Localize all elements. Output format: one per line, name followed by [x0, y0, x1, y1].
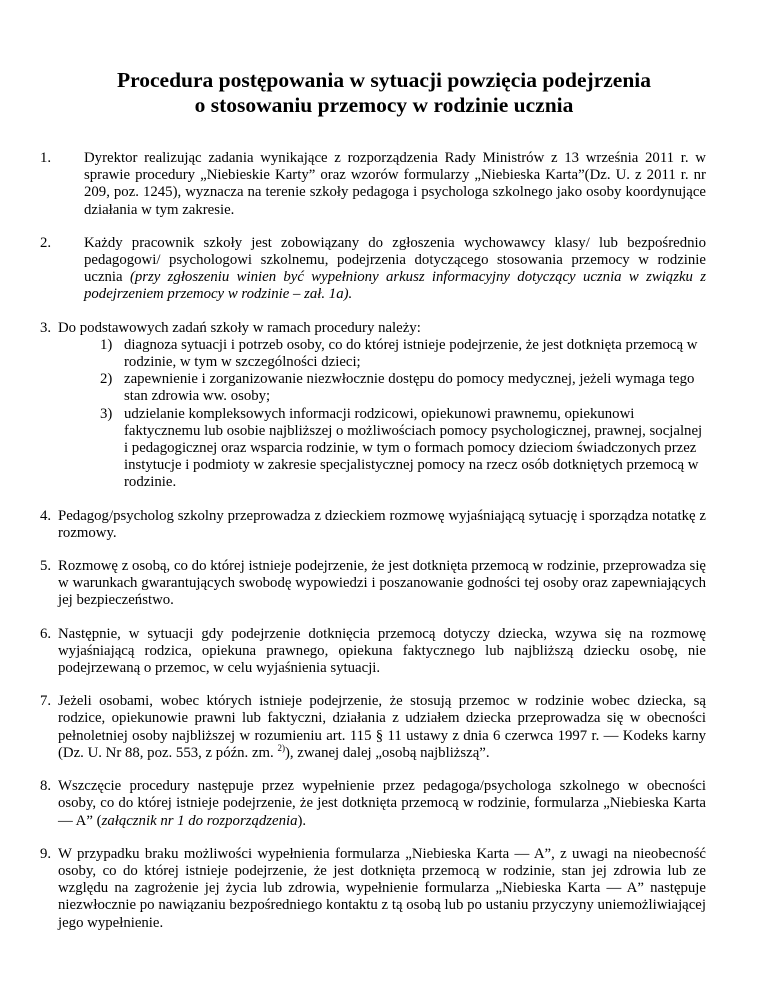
item-number: 6. — [40, 625, 52, 642]
sub-list-item — [100, 371, 706, 405]
list-item-8 — [40, 778, 706, 830]
item-text-tail: ). — [297, 812, 307, 829]
procedure-list — [40, 150, 706, 932]
item-text: Do podstawowych zadań szkoły w ramach procedury należy: — [58, 319, 421, 336]
item-paragraph — [84, 235, 706, 304]
list-item-5 — [40, 558, 706, 610]
item-text: Następnie, w sytuacji gdy podejrzenie dotknięcia przemocą dotyczy dziecka, wzywa się na rozmowę wyjaśniającą rodzica, opiekuna prawnego, opiekuna faktycznego lub najbliższą dziecku osobę, nie podejrzewaną o przemoc, w celu wyjaśnienia sytuacji. — [58, 625, 706, 677]
sub-item-number: 1) — [100, 336, 113, 353]
item-text: Jeżeli osobami, wobec których istnieje podejrzenie, że stosują przemoc w rodzinie wobec dziecka, są rodzice, opiekunowie prawni lub faktyczni, działania z udziałem dziecka przeprowadza się w obecności pełnoletniej osoby najbliższej w rozumieniu art. 115 § 11 ustawy z dnia 6 czerwca 1997 r. — Kodeks karny (Dz. U. Nr 88, poz. 553, z późn. zm. — [58, 693, 706, 761]
sub-list-item — [100, 337, 706, 371]
list-item-4 — [40, 508, 706, 542]
item-number: 3. — [40, 319, 52, 336]
title-line-1: Procedura postępowania w sytuacji powzięcia podejrzenia — [116, 68, 652, 92]
item-number: 7. — [40, 693, 52, 710]
title-line-2: o stosowaniu przemocy w rodzinie ucznia — [194, 93, 574, 117]
item-number: 5. — [40, 558, 52, 575]
list-item-1 — [40, 150, 706, 219]
item-text: Rozmowę z osobą, co do której istnieje podejrzenie, że jest dotknięta przemocą w rodzinie, przeprowadza się w warunkach gwarantujących swobodę wypowiedzi i poszanowanie godności tej osoby oraz zapewniających jej bezpieczeństwo. — [58, 558, 706, 609]
sub-list — [100, 337, 706, 492]
item-number: 1. — [40, 150, 52, 166]
sub-item-text: diagnoza sytuacji i potrzeb osoby, co do której istnieje podejrzenie, że jest dotknięta przemocą w rodzinie, w tym w szczególności dzieci; — [124, 336, 698, 371]
item-text: Każdy pracownik szkoły jest zobowiązany do zgłoszenia wychowawcy klasy/ lub bezpośrednio pedagogowi/ psychologowi szkolnemu, podejrzenia dotyczącego stosowania przemocy w rodzinie ucznia — [84, 234, 706, 286]
list-item-6 — [40, 626, 706, 678]
sub-item-number: 3) — [100, 405, 113, 422]
sub-item-text: zapewnienie i zorganizowanie niezwłocznie dostępu do pomocy medycznej, jeżeli wymaga tego stan zdrowia ww. osoby; — [124, 371, 695, 405]
page-title — [60, 68, 708, 118]
list-item-9 — [40, 846, 706, 932]
item-paragraph — [58, 693, 706, 762]
item-number: 2. — [40, 234, 52, 251]
item-text: Pedagog/psycholog szkolny przeprowadza z dzieckiem rozmowę wyjaśniającą sytuację i sporządza notatkę z rozmowy. — [58, 507, 706, 541]
list-item-3 — [40, 320, 706, 492]
item-number: 8. — [40, 778, 52, 795]
sub-list-item — [100, 406, 706, 492]
list-item-2 — [40, 235, 706, 304]
item-text: Wszczęcie procedury następuje przez wypełnienie przez pedagoga/psychologa szkolnego w obecności osoby, co do której istnieje podejrzenie, że jest dotknięta przemocą w rodzinie, formularza „Niebieska Karta — A” ( — [58, 778, 706, 829]
item-text: Dyrektor realizując zadania wynikające z rozporządzenia Rady Ministrów z 13 września 2011 r. w sprawie procedury „Niebieskie Karty” oraz wzorów formularzy „Niebieska Karta”(Dz. U. z 2011 r. nr 209, poz. 1245), wyznacza na terenie szkoły pedagoga i psychologa szkolnego jako osoby koordynujące działania w tym zakresie. — [84, 150, 706, 218]
footnote-marker: 2) — [277, 742, 285, 753]
sub-item-text: udzielanie kompleksowych informacji rodzicowi, opiekunowi prawnemu, opiekunowi faktycznemu lub osobie najbliższej o możliwościach pomocy psychologicznej, prawnej, socjalnej i pedagogicznej oraz wsparcia rodzinie, w tym o formach pomocy dzieciom świadczonych przez instytucje i podmioty w zakresie specjalistycznej pomocy na rzecz osób dotkniętych przemocą w rodzinie. — [124, 405, 703, 491]
item-text-tail: ), zwanej dalej „osobą najbliższą”. — [284, 744, 490, 761]
item-italic-reference: załącznik nr 1 do rozporządzenia — [101, 812, 298, 829]
list-item-7 — [40, 693, 706, 762]
item-number: 9. — [40, 845, 52, 862]
item-number: 4. — [40, 507, 52, 524]
item-text: W przypadku braku możliwości wypełnienia formularza „Niebieska Karta — A”, z uwagi na nieobecność osoby, co do której istnieje podejrzenie, że jest dotknięta przemocą w rodzinie, stan jej zdrowia lub ze względu na zagrożenie jej życia lub zdrowia, wypełnienie formularza „Niebieska Karta — A” następuje niezwłocznie po nawiązaniu bezpośredniego kontaktu z tą osobą lub po ustaniu przyczyny uniemożliwiającej jego wypełnienie. — [58, 845, 706, 931]
item-paragraph — [58, 778, 706, 830]
sub-item-number: 2) — [100, 371, 113, 388]
item-italic-note: (przy zgłoszeniu winien być wypełniony arkusz informacyjny dotyczący ucznia w związku z podejrzeniem przemocy w rodzinie – zał. 1a). — [84, 269, 707, 303]
